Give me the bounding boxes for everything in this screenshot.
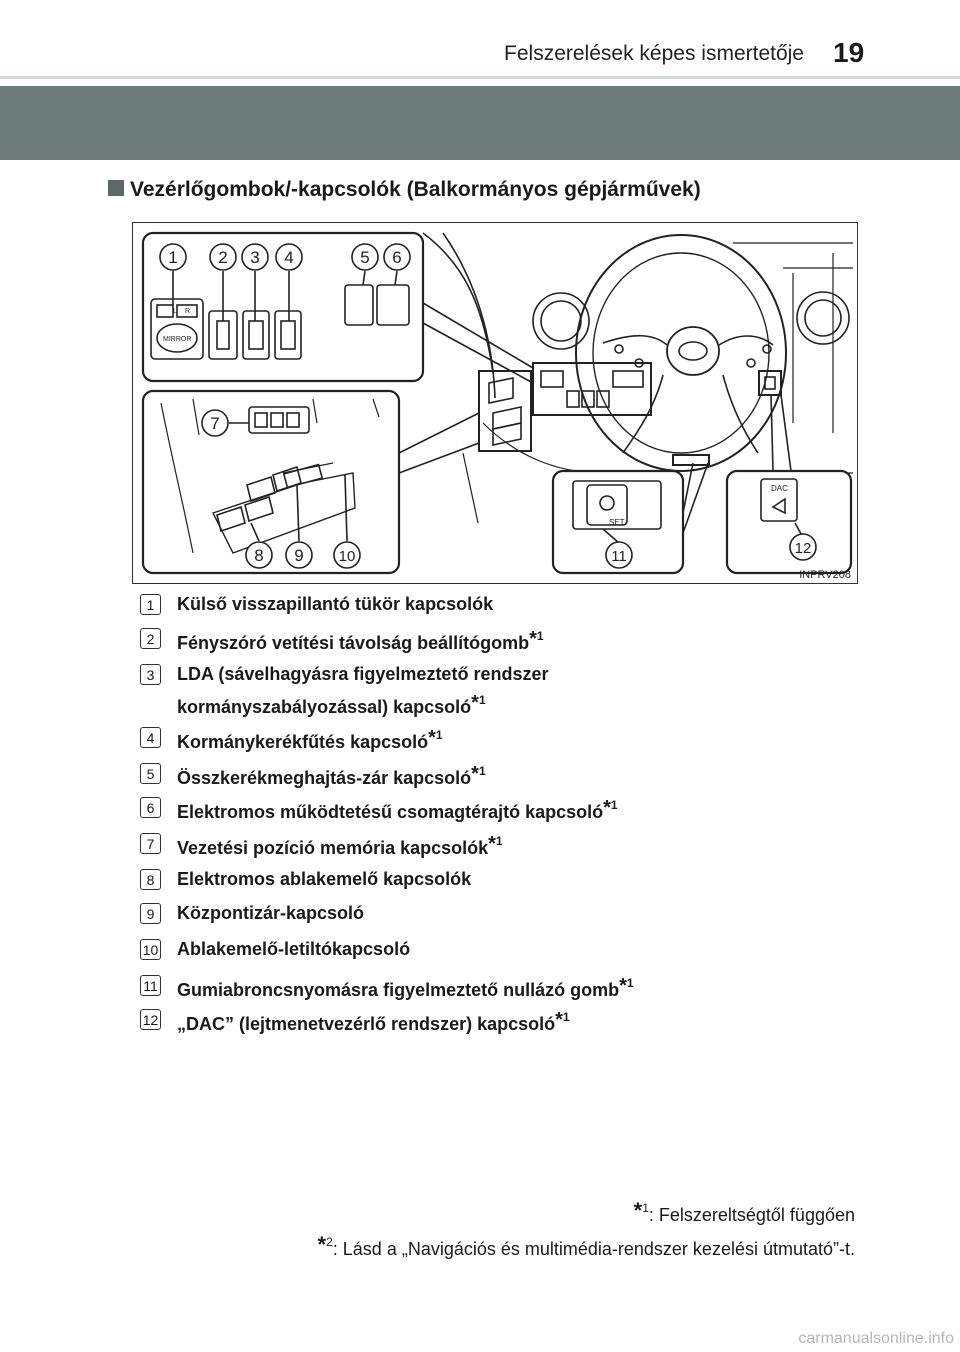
- item-number-box: 6: [140, 797, 161, 818]
- item-number-box: 5: [140, 763, 161, 784]
- item-label: LDA (sávelhagyásra figyelmeztető rendszer: [177, 664, 549, 684]
- item-label: „DAC” (lejtmenetvezérlő rendszer) kapcsoló*$^1$: [177, 1009, 570, 1034]
- item-label: kormányszabályozással) kapcsoló*$^1$: [177, 692, 486, 717]
- watermark: carmanualsonline.info: [798, 1330, 954, 1347]
- item-number-box: 3: [140, 664, 161, 685]
- item-number-box: 4: [140, 727, 161, 748]
- item-label: Elektromos működtetésű csomagtérajtó kapcsoló*$^1$: [177, 797, 618, 822]
- callout-11: 11: [611, 548, 627, 565]
- mirror-r-label: R: [185, 308, 191, 315]
- item-label: Vezetési pozíció memória kapcsolók*$^1$: [177, 833, 503, 858]
- section-title: Vezérlőgombok/-kapcsolók (Balkormányos gépjárművek): [130, 178, 701, 201]
- callout-2: 2: [218, 248, 228, 267]
- callout-5: 5: [360, 248, 370, 267]
- footnote-marker: *: [619, 975, 627, 997]
- item-number-box: 2: [140, 628, 161, 649]
- callout-7: 7: [210, 414, 220, 433]
- item-label: Külső visszapillantó tükör kapcsolók: [177, 594, 494, 614]
- mirror-text: MIRROR: [163, 336, 192, 343]
- item-number-box: 11: [140, 975, 161, 996]
- footnote-marker: *: [428, 727, 436, 749]
- callout-10: 10: [338, 548, 356, 565]
- item-label: Kormánykerékfűtés kapcsoló*$^1$: [177, 727, 443, 752]
- header-band: [0, 0, 960, 78]
- section-marker-icon: [108, 180, 124, 196]
- item-label: Ablakemelő-letiltókapcsoló: [177, 939, 411, 959]
- item-number-box: 10: [140, 939, 161, 960]
- footnote-marker: *: [471, 763, 479, 785]
- item-number-box: 1: [140, 594, 161, 615]
- footnote-2: *$^2$: Lásd a „Navigációs és multimédia-rendszer kezelési útmutató”-t.: [317, 1232, 855, 1259]
- item-label: Fényszóró vetítési távolság beállítógomb*$^1$: [177, 628, 544, 653]
- footnote-marker: *: [603, 797, 611, 819]
- callout-4: 4: [284, 248, 294, 267]
- item-number-box: 8: [140, 869, 161, 890]
- page-number: 19: [833, 37, 865, 68]
- callout-9: 9: [294, 546, 304, 565]
- figure-code: INPRV208: [799, 569, 851, 581]
- mirror-l-label: L: [173, 308, 177, 315]
- dac-label: DAC: [771, 484, 788, 493]
- item-number-box: 7: [140, 833, 161, 854]
- item-label: Elektromos ablakemelő kapcsolók: [177, 869, 472, 889]
- footnote-marker: *: [488, 833, 496, 855]
- footnote-marker: *: [471, 692, 479, 714]
- callout-6: 6: [392, 248, 402, 267]
- illustration-drawing: [133, 223, 857, 583]
- set-label: SET: [609, 518, 625, 527]
- item-label: Összkerékmeghajtás-zár kapcsoló*$^1$: [177, 763, 486, 788]
- controls-illustration: [132, 222, 858, 584]
- callout-3: 3: [250, 248, 260, 267]
- item-number-box: 9: [140, 903, 161, 924]
- item-label: Központizár-kapcsoló: [177, 903, 365, 923]
- callout-12: 12: [794, 540, 812, 557]
- item-number-box: 12: [140, 1009, 161, 1030]
- footnote-marker: *: [529, 628, 537, 650]
- callout-1: 1: [168, 248, 178, 267]
- callout-8: 8: [254, 546, 264, 565]
- footnote-1: *$^1$: Felszereltségtől függően: [633, 1198, 855, 1225]
- chapter-band: [0, 86, 960, 160]
- header-divider: [0, 76, 960, 79]
- item-label: Gumiabroncsnyomásra figyelmeztető nullázó gomb*$^1$: [177, 975, 634, 1000]
- footnote-marker: *: [555, 1009, 563, 1031]
- header-title: Felszerelések képes ismertetője: [504, 42, 804, 65]
